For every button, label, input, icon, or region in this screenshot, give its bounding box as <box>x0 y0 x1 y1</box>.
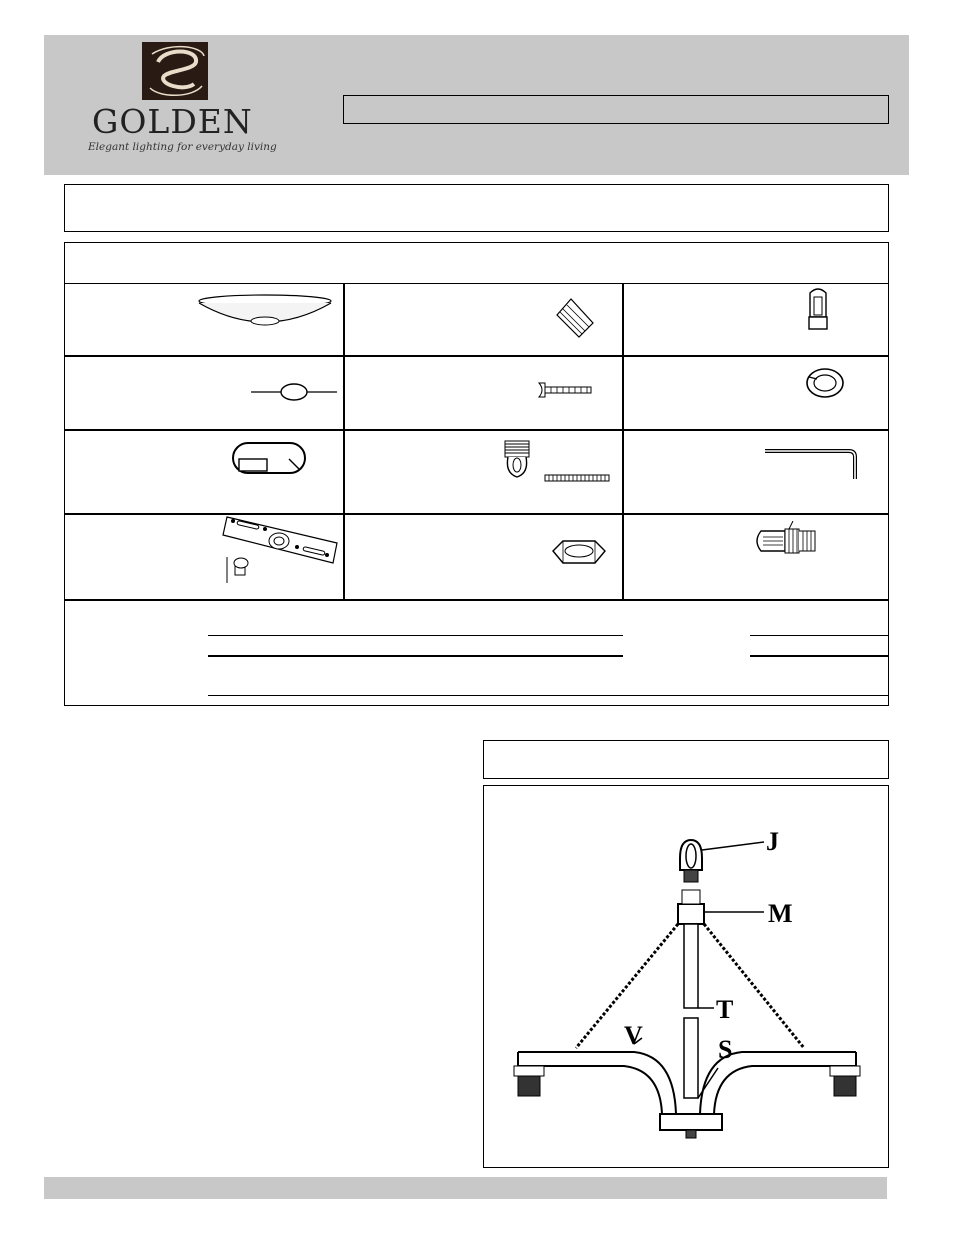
loop-nipple-icon <box>503 439 613 489</box>
form-underline <box>208 635 623 636</box>
mounting-strap-icon <box>221 513 339 585</box>
footer-band <box>44 1177 887 1199</box>
form-underline <box>750 635 888 636</box>
quick-link-icon <box>229 439 309 479</box>
diagram-label-m: M <box>768 899 793 928</box>
fixture-diagram <box>483 785 889 1168</box>
hex-nut-icon <box>549 537 609 567</box>
chain-link-icon <box>251 381 337 403</box>
document-title-box <box>343 95 889 124</box>
grid-divider <box>622 283 624 599</box>
diagram-label-s: S <box>718 1035 733 1064</box>
brand-name: GOLDEN <box>92 102 253 141</box>
parts-table-header <box>65 243 888 284</box>
wire-nut-icon <box>549 295 599 341</box>
grid-divider <box>65 599 888 601</box>
grid-divider <box>343 283 345 599</box>
grid-divider <box>65 355 888 357</box>
grid-divider <box>65 513 888 515</box>
parts-table <box>64 242 889 706</box>
form-underline <box>750 655 888 657</box>
hex-key-icon <box>763 445 859 485</box>
diagram-label-j: J <box>766 827 779 856</box>
screw-icon <box>537 379 593 401</box>
canopy-icon <box>195 291 335 331</box>
hex-bolt-icon <box>803 287 833 335</box>
diagram-label-t: T <box>716 995 734 1024</box>
chandelier-diagram-icon <box>484 786 888 1167</box>
form-underline <box>208 655 623 657</box>
loop-icon <box>753 521 853 561</box>
diagram-heading-box <box>483 740 889 779</box>
diagram-label-v: V <box>624 1021 643 1050</box>
brand-tagline: Elegant lighting for everyday living <box>88 141 277 153</box>
lock-washer-icon <box>803 365 847 401</box>
section-heading-box <box>64 184 889 232</box>
grid-divider <box>65 429 888 431</box>
form-underline <box>208 695 888 696</box>
